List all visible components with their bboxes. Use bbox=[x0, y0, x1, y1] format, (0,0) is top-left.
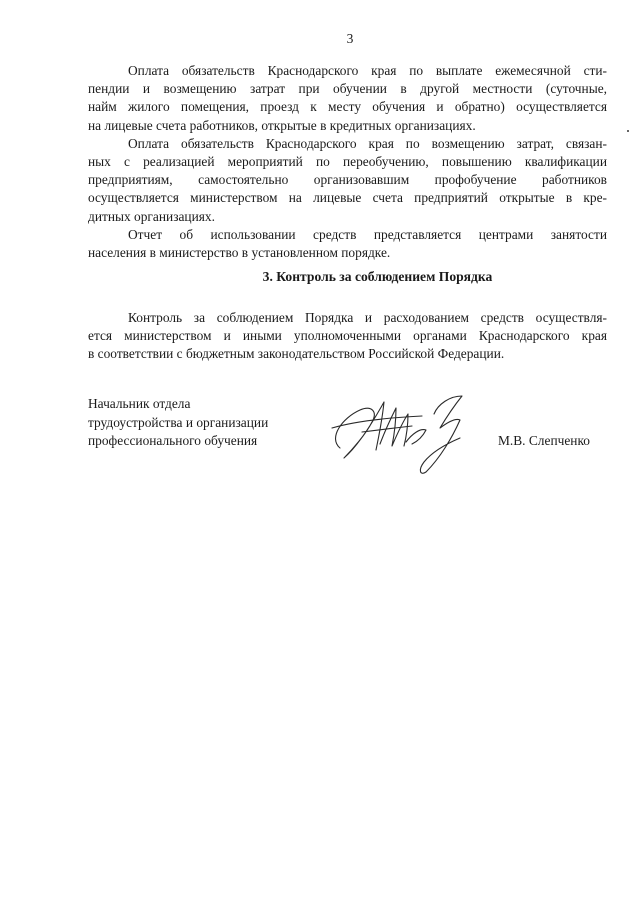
control-paragraph bbox=[88, 309, 607, 364]
text-line: Оплата обязательств Краснодарского края по выплате ежемесячной сти- bbox=[128, 63, 607, 78]
main-text bbox=[88, 62, 607, 262]
handwritten-signature bbox=[322, 388, 482, 478]
position-line: трудоустройства и организации bbox=[88, 414, 269, 430]
position-line: Начальник отдела bbox=[88, 396, 191, 411]
signer-name: М.В. Слепченко bbox=[498, 433, 590, 448]
text-line: ется министерством и иными уполномоченными органами Краснодарского края bbox=[88, 328, 607, 344]
text-line: предприятиям, самостоятельно организовавшим профобучение работников bbox=[88, 172, 607, 188]
text-line: Отчет об использовании средств представляется центрами занятости bbox=[128, 226, 607, 242]
text-line: Оплата обязательств Краснодарского края по возмещению затрат, связан- bbox=[128, 135, 607, 151]
text-line: осуществляется министерством на лицевые счета предприятий открытые в кре- bbox=[88, 190, 607, 206]
page-number: 3 bbox=[346, 31, 354, 46]
signer-position bbox=[88, 395, 318, 451]
paragraph-control bbox=[88, 309, 607, 364]
text-line: на лицевые счета работников, открытые в кредитных организациях. bbox=[88, 117, 476, 133]
paragraph-payment-enterprises bbox=[88, 135, 607, 226]
text-line: дитных организациях. bbox=[88, 208, 215, 224]
text-line: найм жилого помещения, проезд к месту обучения и обратно) осуществляется bbox=[88, 99, 607, 115]
position-line: профессионального обучения bbox=[88, 433, 258, 449]
section-heading: 3. Контроль за соблюдением Порядка bbox=[262, 269, 493, 284]
paragraph-payment-stipend bbox=[88, 62, 607, 135]
text-line: ных с реализацией мероприятий по переобучению, повышению квалификации bbox=[88, 154, 607, 170]
text-line: в соответствии с бюджетным законодательством Российской Федерации. bbox=[88, 346, 505, 362]
text-line: пендии и возмещению затрат при обучении в другой местности (суточные, bbox=[88, 81, 607, 97]
text-line: Контроль за соблюдением Порядка и расходованием средств осуществля- bbox=[128, 310, 607, 325]
paragraph-report bbox=[88, 226, 607, 262]
text-line: населения в министерство в установленном порядке. bbox=[88, 245, 391, 261]
scan-speck bbox=[627, 130, 629, 132]
